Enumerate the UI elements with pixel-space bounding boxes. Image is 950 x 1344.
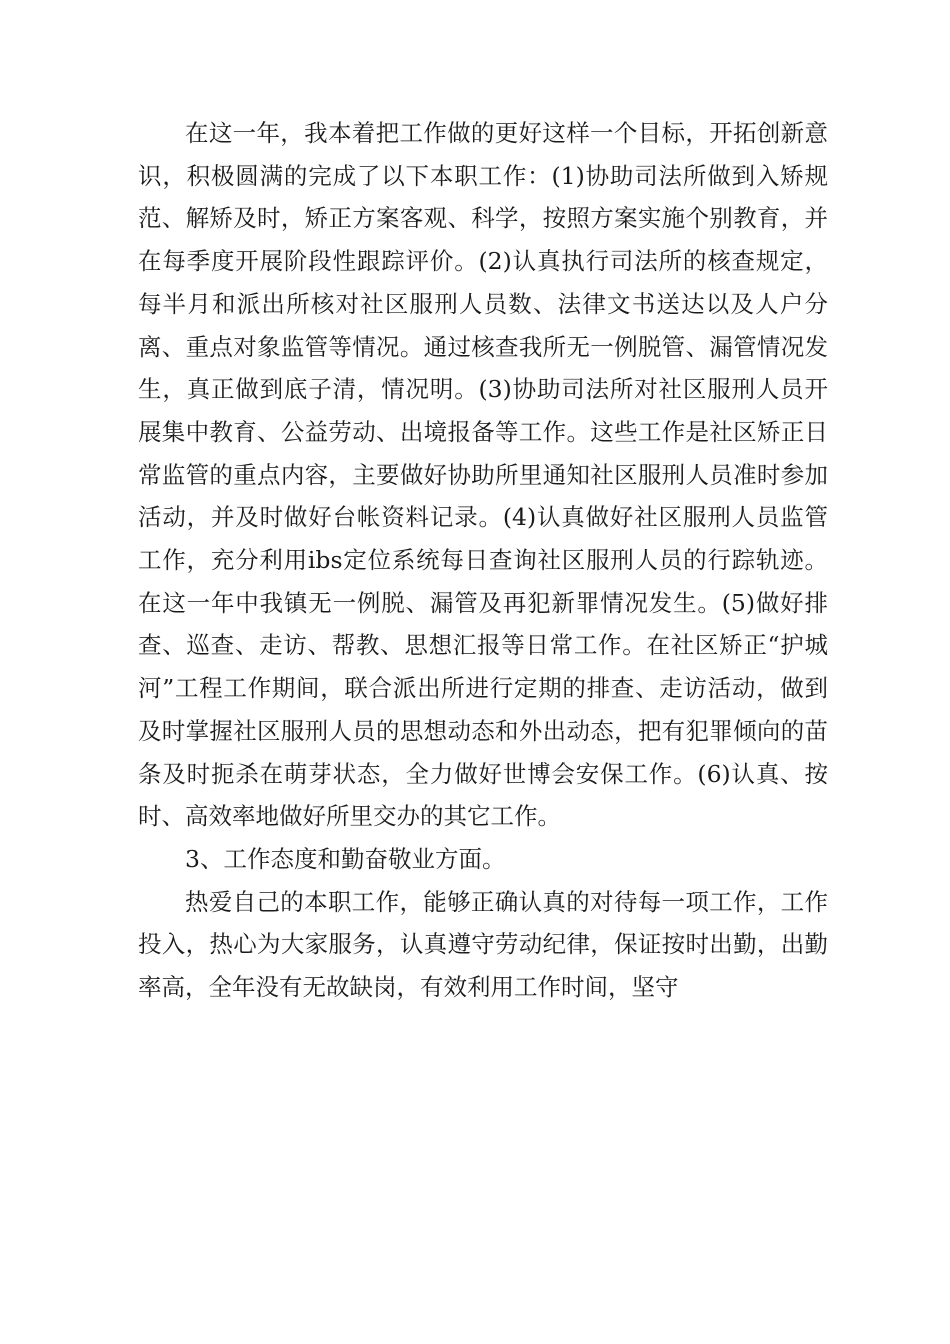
document-page	[138, 112, 828, 1009]
paragraph-work-duties: 在这一年，我本着把工作做的更好这样一个目标，开拓创新意识，积极圆满的完成了以下本职工作：(1)协助司法所做到入矫规范、解矫及时，矫正方案客观、科学，按照方案实施个别教育，并在每季度开展阶段性跟踪评价。(2)认真执行司法所的核查规定，每半月和派出所核对社区服刑人员数、法律文书送达以及人户分离、重点对象监管等情况。通过核查我所无一例脱管、漏管情况发生，真正做到底子清，情况明。(3)协助司法所对社区服刑人员开展集中教育、公益劳动、出境报备等工作。这些工作是社区矫正日常监管的重点内容，主要做好协助所里通知社区服刑人员准时参加活动，并及时做好台帐资料记录。(4)认真做好社区服刑人员监管工作，充分利用ibs定位系统每日查询社区服刑人员的行踪轨迹。在这一年中我镇无一例脱、漏管及再犯新罪情况发生。(5)做好排查、巡查、走访、帮教、思想汇报等日常工作。在社区矫正“护城河”工程工作期间，联合派出所进行定期的排查、走访活动，做到及时掌握社区服刑人员的思想动态和外出动态，把有犯罪倾向的苗条及时扼杀在萌芽状态，全力做好世博会安保工作。(6)认真、按时、高效率地做好所里交办的其它工作。	[138, 119, 828, 831]
section-heading-work-attitude: 3、工作态度和勤奋敬业方面。	[185, 844, 506, 873]
paragraph-work-attitude: 热爱自己的本职工作，能够正确认真的对待每一项工作，工作投入，热心为大家服务，认真遵守劳动纪律，保证按时出勤，出勤率高，全年没有无故缺岗，有效利用工作时间，坚守	[138, 887, 828, 1002]
